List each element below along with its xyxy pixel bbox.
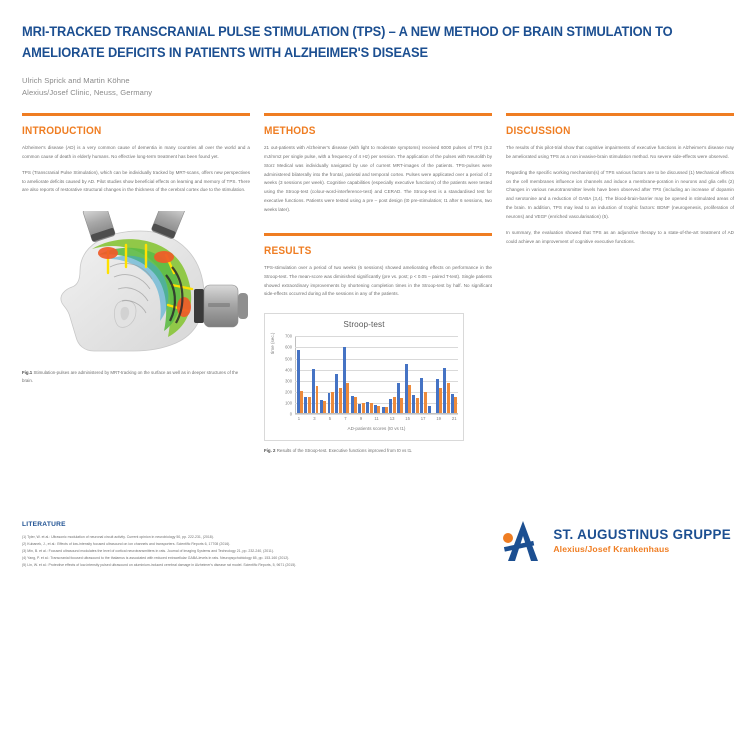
chart-y-tick: 700 <box>285 333 292 339</box>
chart-plot-area <box>285 333 458 417</box>
chart-bar-group <box>304 336 312 413</box>
author-block <box>22 75 733 100</box>
organisation-logo <box>500 518 731 564</box>
chart-bar <box>323 401 326 413</box>
chart-bar-group <box>389 336 397 413</box>
section-heading-discussion: DISCUSSION <box>506 125 571 137</box>
figure-1-image <box>22 211 250 363</box>
chart-x-tick: 19 <box>436 416 441 422</box>
transducer-side <box>194 285 248 327</box>
chart-x-tick <box>365 416 373 421</box>
literature-section <box>22 521 492 569</box>
chart-x-tick: 5 <box>328 416 332 422</box>
chart-y-tick: 300 <box>285 378 292 384</box>
methods-paragraph: 21 out-patients with Alzheimer's disease (with light to moderate symptoms) received 6000 pulses of TPS (0.2 mJ/mm2 per single pulse, with a frequency of 4 Hz) per session. The application of the pulses with Neurolith by Storz Medical was individually navigated by use of current MRT-images of the patients. TPS-pulses were administered bilaterally into the frontal, parietal and temporal cortex. Pulses were applicated over a period of 2 weeks (3 sessions per week). Cognitive capabilities (especially executive functions) of the patients were tested using the Stroop-test (colour-word-interference-test) and CERAD. The Stroop-test is a standardised test for executive functions. Patients were tested using a pre – post design (t0 pre-stimulation; t1 after 6 sessions, two weeks later). <box>264 145 492 213</box>
chart-x-tick: 9 <box>359 416 363 422</box>
chart-x-tick <box>380 416 388 421</box>
chart-bar <box>300 391 303 413</box>
poster-header <box>22 22 733 99</box>
section-rule-results <box>264 233 492 236</box>
chart-y-tick: 0 <box>289 411 292 417</box>
results-body <box>264 264 492 299</box>
chart-bar <box>447 383 450 414</box>
chart-bar-group <box>420 336 428 413</box>
chart-bar-group <box>404 336 412 413</box>
literature-list <box>22 534 492 569</box>
column-discussion <box>506 113 734 455</box>
figure-1-caption <box>22 369 250 385</box>
chart-gridline <box>295 414 458 415</box>
chart-bar-group <box>450 336 458 413</box>
column-introduction <box>22 113 250 455</box>
chart-bar <box>370 403 373 413</box>
literature-item: (3) Min, B. et al.: Focused ultrasound modulates the level of cortical neurotransmitters in rats. Journal of Imaging Systems and Technology 21, pp. 232-240, (2011). <box>22 549 275 553</box>
introduction-paragraph: Alzheimer's disease (AD) is a very common cause of dementia in many countries all over the world and a common cause of death in elderly humans. No effective long-term treatment has been found yet. <box>22 145 250 159</box>
chart-bar <box>339 388 342 413</box>
chart-bar-group <box>443 336 451 413</box>
chart-bar-group <box>435 336 443 413</box>
chart-bar <box>416 398 419 413</box>
figure-1-label: Fig.1 <box>22 370 33 376</box>
literature-item: (1) Tyler, W. et al.: Ultrasonic modulation of neuronal circuit activity. Current opinion in neurobiology 50, pp. 222-231, (2018). <box>22 535 214 539</box>
tps-brain-illustration-svg <box>22 211 250 363</box>
chart-bar-groups <box>296 336 458 413</box>
section-heading-results: RESULTS <box>264 244 312 257</box>
chart-bar-group <box>412 336 420 413</box>
section-rule-introduction <box>22 113 250 116</box>
author-affiliation: Alexius/Josef Clinic, Neuss, Germany <box>22 87 153 97</box>
figure-2-label: Fig. 2 <box>264 448 276 454</box>
chart-y-tick: 500 <box>285 356 292 362</box>
chart-bar-group <box>342 336 350 413</box>
chart-bar <box>393 397 396 413</box>
section-heading-introduction: INTRODUCTION <box>22 125 102 137</box>
page-title: MRI-TRACKED TRANSCRANIAL PULSE STIMULATION (TPS) – A NEW METHOD OF BRAIN STIMULATION TO AMELIORATE DEFICITS IN PATIENTS WITH ALZHEIMER'S DISEASE <box>22 24 673 60</box>
section-heading-methods: METHODS <box>264 125 316 137</box>
logo-a-shape <box>508 521 538 561</box>
chart-bar <box>308 397 311 414</box>
discussion-body <box>506 144 734 247</box>
chart-y-tick: 200 <box>285 389 292 395</box>
logo-text-block <box>553 528 731 555</box>
chart-bar <box>354 397 357 413</box>
chart-x-tick <box>303 416 311 421</box>
chart-bar-group <box>365 336 373 413</box>
chart-bar-group <box>311 336 319 413</box>
chart-y-axis-label: time (sec.) <box>270 332 275 355</box>
chart-bar <box>424 392 427 413</box>
discussion-paragraph: Regarding the specific working mechanism(s) of TPS various factors are to be discussed (1) Mechanical effects on the cell membranes influence ion channels and induce a membrane-poration in neurons and glia cells (2) Changes in various neurotransmitter levels have been observed after TPS (including an increase of dopamin and serotonine and a reduction of GABA (3,4). The blood-brain-barrier may be opened in stimulated areas of the brain. In addition, TPS may lead to an induction of trophic factors: BDNF (neurogenesis, proliferation of neurons) and VEGF (enriched vascularisation) (5). <box>506 169 734 220</box>
chart-title: Stroop-test <box>343 320 385 330</box>
chart-bar <box>439 388 442 413</box>
chart-bar-group <box>358 336 366 413</box>
methods-body <box>264 144 492 215</box>
chart-bar <box>385 407 388 414</box>
figure-2-caption-text: Results of the Stroop-test. Executive functions improved from t0 vs t1. <box>276 448 413 454</box>
author-names: Ulrich Sprick and Martin Köhne <box>22 75 130 85</box>
chart-bar-group <box>373 336 381 413</box>
chart-bar <box>346 383 349 414</box>
discussion-paragraph: The results of this pilot-trial show that cognitive impairments of executive functions in Alzheimer's disease may be ameliorated using TPS as a non invasive-brain stimulation method. No severe side-effects were observed. <box>506 145 734 159</box>
chart-x-tick <box>349 416 357 421</box>
chart-bar <box>400 398 403 413</box>
page-blank-area <box>0 595 753 753</box>
chart-x-tick: 15 <box>405 416 410 422</box>
results-paragraph: TPS-stimulation over a period of two weeks (6 sessions) showed ameliorating effects on performance in the Stroop-test. The mean-score was diminished significantly (pre vs. post; p < 0.05 – paired T-test). Single patients showed extraordinary improvements by shortening completion times in the Stroop-test by half. No significant side-effects occurred during all the sessions in any of the patients. <box>264 264 492 297</box>
chart-bar-group <box>319 336 327 413</box>
introduction-paragraph: TPS (Transcranial Pulse Stimulation), which can be individually tracked by MRT-scans, offers new perspectives to ameliorate deficits caused by AD. Pilot studies show beneficial effects on learning and memory of TPS. There are also reports of restorative structural changes in the thickness of the cerebral cortex due to the stimulation. <box>22 169 251 193</box>
chart-x-tick <box>334 416 342 421</box>
chart-bar <box>377 406 380 413</box>
chart-bar-group <box>381 336 389 413</box>
literature-heading: LITERATURE <box>22 521 66 528</box>
chart-y-tick: 600 <box>285 344 292 350</box>
logo-title: ST. AUGUSTINUS GRUPPE <box>553 526 731 542</box>
chart-y-tick: 100 <box>285 400 292 406</box>
stroop-test-chart <box>264 313 464 441</box>
column-methods-results <box>264 113 492 455</box>
literature-item: (5) Lin, W. et al.: Protective effects of low-intensity pulsed ultrasound on aluminium-induced cerebral damage in Alzheimer's disease rat model. Scientific Reports, 5, 9671 (2015). <box>22 563 297 567</box>
chart-x-tick: 1 <box>297 416 301 422</box>
chart-bar-group <box>296 336 304 413</box>
chart-x-tick <box>411 416 419 421</box>
chart-x-tick: 13 <box>389 416 395 422</box>
chart-bar <box>454 397 457 414</box>
chart-x-tick: 17 <box>420 416 426 422</box>
chart-bar-group <box>396 336 404 413</box>
section-rule-discussion <box>506 113 734 116</box>
chart-x-tick-labels <box>295 416 458 421</box>
chart-x-tick: 21 <box>451 416 457 422</box>
logo-dot <box>503 533 513 543</box>
chart-bar <box>408 385 411 414</box>
chart-x-tick <box>318 416 326 421</box>
chart-bar <box>316 386 319 413</box>
chart-x-tick <box>396 416 404 421</box>
literature-item: (4) Yang, P. et al.: Transcranial focused ultrasound to the thalamus is associated with reduced extracellular GABA-levels in rats. Neuropsychobiology 65, pp. 153-160 (2012). <box>22 556 290 560</box>
results-section <box>264 233 492 299</box>
chart-bar-group <box>350 336 358 413</box>
poster-columns <box>22 113 734 455</box>
chart-x-tick: 7 <box>344 416 347 422</box>
chart-bar-group <box>335 336 343 413</box>
chart-x-tick: 3 <box>313 416 316 422</box>
chart-x-tick <box>443 416 451 421</box>
st-augustinus-a-logo-icon <box>500 518 546 564</box>
literature-item: (2) Kubanek, J., et al.: Effects of low-intensity focused ultrasound on ion channels and transporters. Scientific Reports 6, 17708 (2016). <box>22 542 231 546</box>
discussion-paragraph: In summary, the evaluation showed that TPS as an adjunctive therapy to a state-of-the-art treatment of AD could achieve an improvement of cognitive executive functions. <box>506 229 734 244</box>
chart-x-axis-label: AD-patients scores (t0 vs t1) <box>347 426 406 432</box>
chart-x-tick: 11 <box>374 416 379 422</box>
chart-bar <box>362 403 365 413</box>
chart-y-tick: 400 <box>285 367 292 373</box>
section-rule-methods <box>264 113 492 116</box>
figure-1-caption-text: Stimulation-pulses are administered by MRT-tracking on the surface as well as in deeper structures of the brain. <box>22 370 239 384</box>
chart-bar <box>428 406 431 414</box>
logo-a-mark-svg <box>500 518 546 564</box>
chart-bar <box>331 392 334 413</box>
chart-bar-group <box>327 336 335 413</box>
chart-x-tick <box>427 416 435 421</box>
introduction-body <box>22 144 250 195</box>
logo-subtitle: Alexius/Josef Krankenhaus <box>553 544 670 555</box>
chart-bar-group <box>427 336 435 413</box>
figure-2-caption <box>264 447 492 455</box>
